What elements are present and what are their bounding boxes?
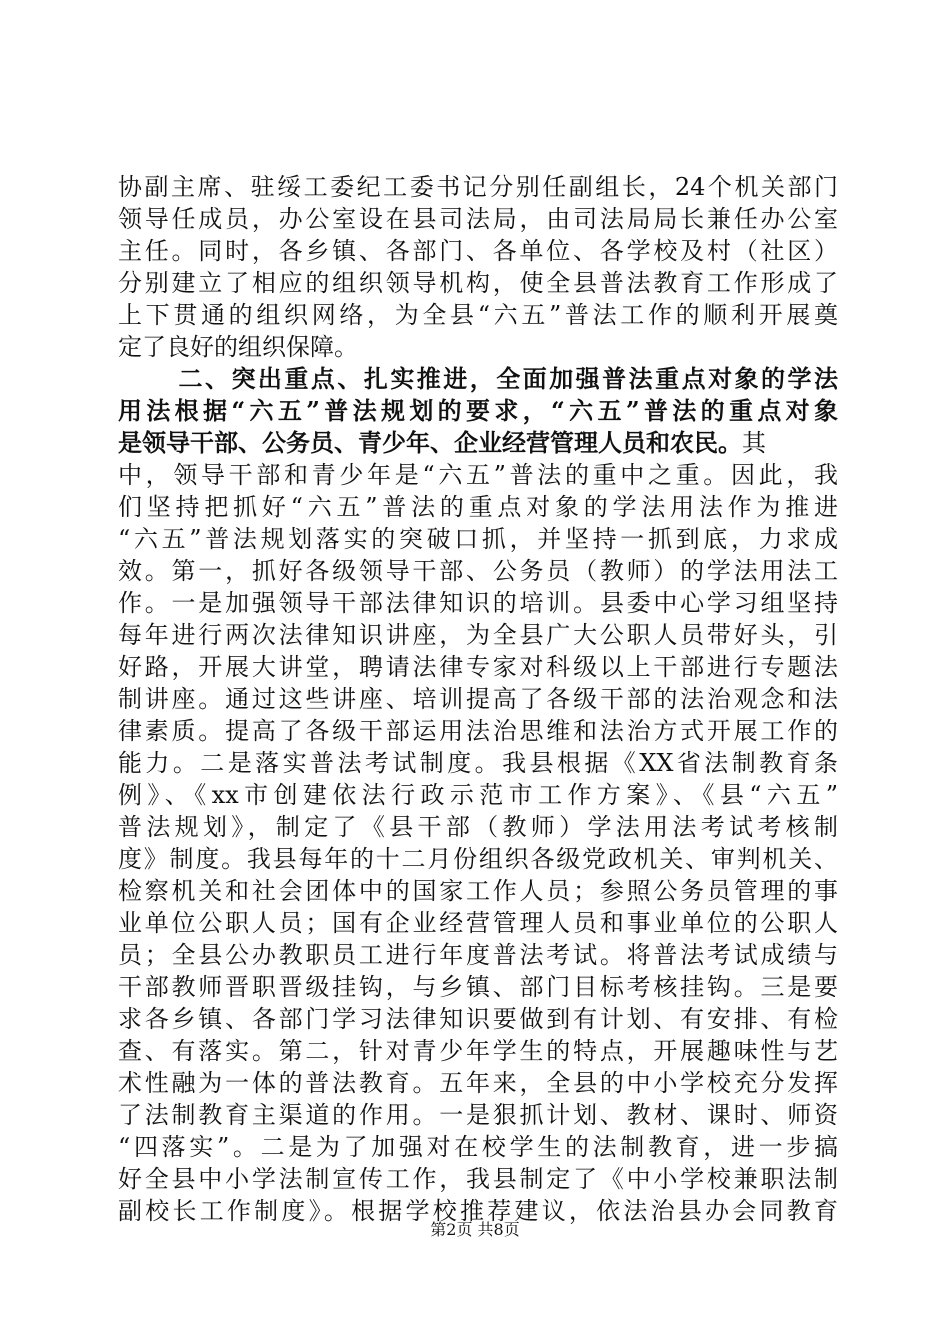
text-line: 分别建立了相应的组织领导机构，使全县普法教育工作形成了 xyxy=(118,269,838,297)
section-heading-text: 是领导干部、公务员、青少年、企业经营管理人员和农民。 xyxy=(118,428,742,457)
text-line: 效。第一，抓好各级领导干部、公务员（教师）的学法用法工 xyxy=(118,557,838,585)
text-line: “六五”普法规划落实的突破口抓，并坚持一抓到底，力求成 xyxy=(118,525,838,553)
text-line: 好路，开展大讲堂，聘请法律专家对科级以上干部进行专题法 xyxy=(118,653,838,681)
text-line: 业单位公职人员；国有企业经营管理人员和事业单位的公职人 xyxy=(118,909,838,937)
text-line: 能力。二是落实普法考试制度。我县根据《XX省法制教育条 xyxy=(118,749,838,777)
text-line: 作。一是加强领导干部法律知识的培训。县委中心学习组坚持 xyxy=(118,589,838,617)
section-heading-line: 用法根据“六五”普法规划的要求，“六五”普法的重点对象 xyxy=(118,396,838,425)
text-line: 查、有落实。第二，针对青少年学生的特点，开展趣味性与艺 xyxy=(118,1037,838,1065)
section-heading-text: 二、突出重点、扎实推进，全面加强普法重点对象的学法 xyxy=(176,364,838,393)
text-line: 副校长工作制度》。根据学校推荐建议，依法治县办会同教育 xyxy=(118,1197,838,1225)
page-number-footer: 第2页 共8页 xyxy=(430,1220,520,1239)
text-line: 律素质。提高了各级干部运用法治思维和法治方式开展工作的 xyxy=(118,717,838,745)
text-line: 中，领导干部和青少年是“六五”普法的重中之重。因此，我 xyxy=(118,461,838,489)
text-line: 员；全县公办教职员工进行年度普法考试。将普法考试成绩与 xyxy=(118,941,838,969)
text-line: 每年进行两次法律知识讲座，为全县广大公职人员带好头，引 xyxy=(118,621,838,649)
text-line: 求各乡镇、各部门学习法律知识要做到有计划、有安排、有检 xyxy=(118,1005,838,1033)
text-line: 检察机关和社会团体中的国家工作人员；参照公务员管理的事 xyxy=(118,877,838,905)
text-line: “四落实”。二是为了加强对在校学生的法制教育，进一步搞 xyxy=(118,1133,838,1161)
section-heading-line xyxy=(118,363,838,395)
body-text xyxy=(118,171,838,1227)
text-line: 度》制度。我县每年的十二月份组织各级党政机关、审判机关、 xyxy=(118,845,838,873)
text-line: 干部教师晋职晋级挂钩，与乡镇、部门目标考核挂钩。三是要 xyxy=(118,973,838,1001)
text-line: 上下贯通的组织网络，为全县“六五”普法工作的顺利开展奠 xyxy=(118,301,838,329)
text-line: 了法制教育主渠道的作用。一是狠抓计划、教材、课时、师资 xyxy=(118,1101,838,1129)
text-line: 制讲座。通过这些讲座、培训提高了各级干部的法治观念和法 xyxy=(118,685,838,713)
text-line: 普法规划》，制定了《县干部（教师）学法用法考试考核制 xyxy=(118,813,838,841)
text-line: 领导任成员，办公室设在县司法局，由司法局局长兼任办公室 xyxy=(118,205,838,233)
text-line: 协副主席、驻绥工委纪工委书记分别任副组长，24个机关部门 xyxy=(118,173,838,201)
text-fragment: 其 xyxy=(742,429,766,457)
mixed-weight-line xyxy=(118,427,838,459)
text-line: 好全县中小学法制宣传工作，我县制定了《中小学校兼职法制 xyxy=(118,1165,838,1193)
text-line: 例》、《xx市创建依法行政示范市工作方案》、《县“六五” xyxy=(118,781,838,809)
text-line: 术性融为一体的普法教育。五年来，全县的中小学校充分发挥 xyxy=(118,1069,838,1097)
text-line: 定了良好的组织保障。 xyxy=(118,333,358,361)
text-line: 主任。同时，各乡镇、各部门、各单位、各学校及村（社区） xyxy=(118,237,838,265)
text-line: 们坚持把抓好“六五”普法的重点对象的学法用法作为推进 xyxy=(118,493,838,521)
